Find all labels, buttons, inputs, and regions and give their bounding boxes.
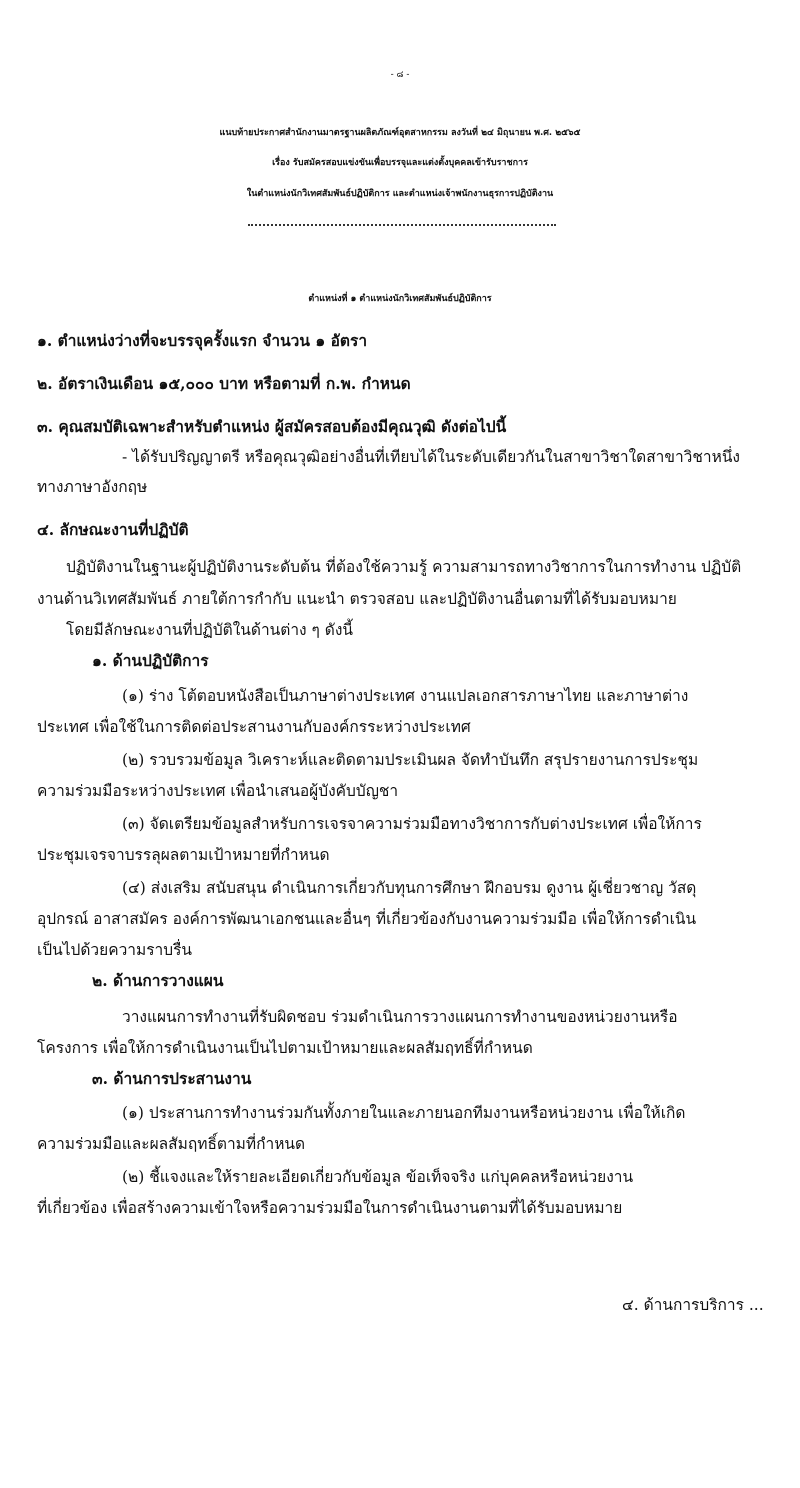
planning-line2: โครงการ เพื่อให้การดำเนินงานเป็นไปตามเป้าหมายและผลสัมฤทธิ์ที่กำหนด (37, 1039, 533, 1057)
qualification-detail-cont: ทางภาษาอังกฤษ (37, 478, 148, 496)
operations-p4: (๔) ส่งเสริม สนับสนุน ดำเนินการเกี่ยวกับทุนการศึกษา ฝึกอบรม ดูงาน ผู้เชี่ยวชาญ วัสดุ (122, 879, 697, 897)
continuation-marker: ๔. ด้านการบริการ ... (622, 1296, 764, 1314)
header-announcement: แนบท้ายประกาศสำนักงานมาตรฐานผลิตภัณฑ์อุตสาหกรรม ลงวันที่ ๒๔ มิถุนายน พ.ศ. ๒๕๖๕ (219, 128, 581, 138)
operations-p4-cont2: เป็นไปด้วยความราบรื่น (37, 941, 192, 959)
operations-p2-cont: ความร่วมมือระหว่างประเทศ เพื่อนำเสนอผู้บังคับบัญชา (37, 782, 399, 800)
operations-p1-cont: ประเทศ เพื่อใช้ในการติดต่อประสานงานกับองค์กรระหว่างประเทศ (37, 718, 471, 736)
coordination-p1: (๑) ประสานการทำงานร่วมกันทั้งภายในและภายนอกทีมงานหรือหน่วยงาน เพื่อให้เกิด (122, 1104, 686, 1122)
planning-heading: ๒. ด้านการวางแผน (92, 971, 224, 990)
position-title: ตำแหน่งที่ ๑ ตำแหน่งนักวิเทศสัมพันธ์ปฏิบัติการ (308, 294, 492, 304)
job-desc-line1: ปฏิบัติงานในฐานะผู้ปฏิบัติงานระดับต้น ที่ต้องใช้ความรู้ ความสามารถทางวิชาการในการทำงาน ปฏิบัติ (66, 558, 742, 576)
header-subject: เรื่อง รับสมัครสอบแข่งขันเพื่อบรรจุและแต่งตั้งบุคคลเข้ารับราชการ (272, 158, 528, 168)
dotted-separator (248, 224, 556, 226)
job-desc-line3: โดยมีลักษณะงานที่ปฏิบัติในด้านต่าง ๆ ดังนี้ (66, 621, 354, 639)
operations-p3: (๓) จัดเตรียมข้อมูลสำหรับการเจรจาความร่วมมือทางวิชาการกับต่างประเทศ เพื่อให้การ (122, 815, 702, 833)
page-number: - ๘ - (390, 70, 410, 80)
operations-p2: (๒) รวบรวมข้อมูล วิเคราะห์และติดตามประเมินผล จัดทำบันทึก สรุปรายงานการประชุม (122, 751, 699, 769)
job-desc-line2: งานด้านวิเทศสัมพันธ์ ภายใต้การกำกับ แนะนำ ตรวจสอบ และปฏิบัติงานอื่นตามที่ได้รับมอบหมาย (37, 590, 677, 608)
coordination-p1-cont: ความร่วมมือและผลสัมฤทธิ์ตามที่กำหนด (37, 1135, 306, 1153)
operations-p4-cont1: อุปกรณ์ อาสาสมัคร องค์การพัฒนาเอกชนและอื่นๆ ที่เกี่ยวข้องกับงานความร่วมมือ เพื่อให้การดำเนิน (37, 910, 697, 928)
coordination-p2: (๒) ชี้แจงและให้รายละเอียดเกี่ยวกับข้อมูล ข้อเท็จจริง แก่บุคคลหรือหน่วยงาน (122, 1168, 634, 1186)
planning-line1: วางแผนการทำงานที่รับผิดชอบ ร่วมดำเนินการวางแผนการทำงานของหน่วยงานหรือ (122, 1008, 678, 1026)
item-vacancy: ๑. ตำแหน่งว่างที่จะบรรจุครั้งแรก จำนวน ๑ อัตรา (37, 331, 368, 350)
operations-p3-cont: ประชุมเจรจาบรรลุผลตามเป้าหมายที่กำหนด (37, 846, 330, 864)
item-salary: ๒. อัตราเงินเดือน ๑๕,๐๐๐ บาท หรือตามที่ ก.พ. กำหนด (37, 374, 411, 393)
operations-p1: (๑) ร่าง โต้ตอบหนังสือเป็นภาษาต่างประเทศ งานแปลเอกสารภาษาไทย และภาษาต่าง (122, 687, 689, 705)
item-job-description: ๔. ลักษณะงานที่ปฏิบัติ (37, 520, 189, 539)
operations-heading: ๑. ด้านปฏิบัติการ (92, 651, 209, 670)
header-positions: ในตำแหน่งนักวิเทศสัมพันธ์ปฏิบัติการ และตำแหน่งเจ้าพนักงานธุรการปฏิบัติงาน (246, 189, 554, 199)
coordination-heading: ๓. ด้านการประสานงาน (92, 1069, 252, 1088)
qualification-detail: - ได้รับปริญญาตรี หรือคุณวุฒิอย่างอื่นที่เทียบได้ในระดับเดียวกันในสาขาวิชาใดสาขาวิชาหนึ่ง (122, 448, 740, 466)
coordination-p2-cont: ที่เกี่ยวข้อง เพื่อสร้างความเข้าใจหรือความร่วมมือในการดำเนินงานตามที่ได้รับมอบหมาย (37, 1199, 623, 1217)
item-qualification: ๓. คุณสมบัติเฉพาะสำหรับตำแหน่ง ผู้สมัครสอบต้องมีคุณวุฒิ ดังต่อไปนี้ (37, 417, 507, 436)
